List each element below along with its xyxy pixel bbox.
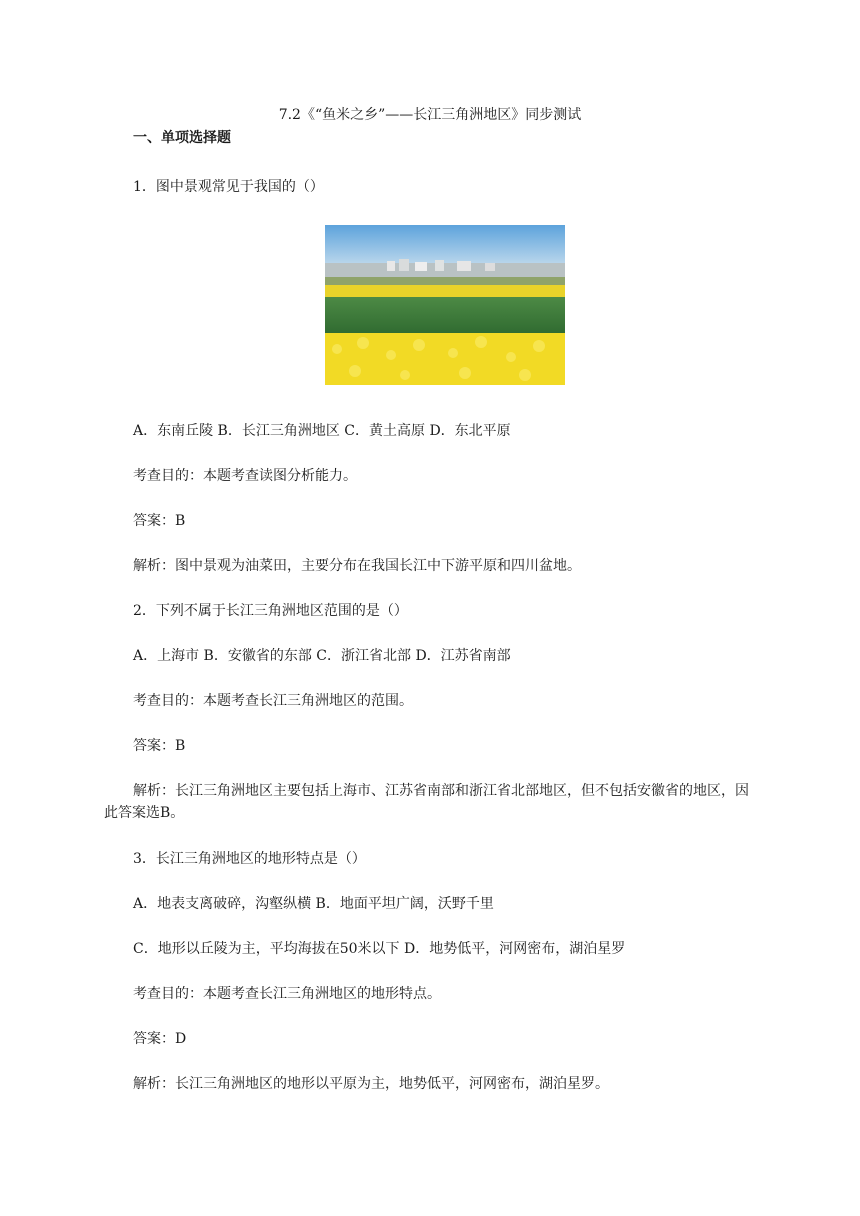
question-3-stem: 3．长江三角洲地区的地形特点是（） xyxy=(133,851,366,867)
question-1-options: A．东南丘陵 B．长江三角洲地区 C．黄土高原 D．东北平原 xyxy=(133,423,511,439)
question-2-stem: 2．下列不属于长江三角洲地区范围的是（） xyxy=(133,603,408,619)
question-2-options: A．上海市 B．安徽省的东部 C．浙江省北部 D．江苏省南部 xyxy=(133,648,511,664)
question-2-purpose: 考查目的：本题考查长江三角洲地区的范围。 xyxy=(133,693,413,709)
question-1-stem: 1．图中景观常见于我国的（） xyxy=(133,179,324,195)
question-2-answer: 答案：B xyxy=(133,738,186,754)
question-3-analysis: 解析：长江三角洲地区的地形以平原为主，地势低平，河网密布，湖泊星罗。 xyxy=(133,1076,609,1092)
question-3-options-line-2: C．地形以丘陵为主，平均海拔在50米以下 D．地势低平，河网密布，湖泊星罗 xyxy=(133,941,626,957)
question-1-analysis: 解析：图中景观为油菜田，主要分布在我国长江中下游平原和四川盆地。 xyxy=(133,558,581,574)
question-3-purpose: 考查目的：本题考查长江三角洲地区的地形特点。 xyxy=(133,986,441,1002)
question-1-answer: 答案：B xyxy=(133,513,186,529)
question-2-analysis: 解析：长江三角洲地区主要包括上海市、江苏省南部和浙江省北部地区，但不包括安徽省的地区，因此答案选B。 xyxy=(104,783,749,821)
rapeseed-field-photo xyxy=(325,225,565,385)
document-title: 7.2《“鱼米之乡”——长江三角洲地区》同步测试 xyxy=(278,107,582,123)
question-1-purpose: 考查目的：本题考查读图分析能力。 xyxy=(133,468,357,484)
question-3-options-line-1: A．地表支离破碎，沟壑纵横 B．地面平坦广阔，沃野千里 xyxy=(133,896,494,912)
section-heading: 一、单项选择题 xyxy=(133,130,231,146)
question-3-answer: 答案：D xyxy=(133,1031,187,1047)
